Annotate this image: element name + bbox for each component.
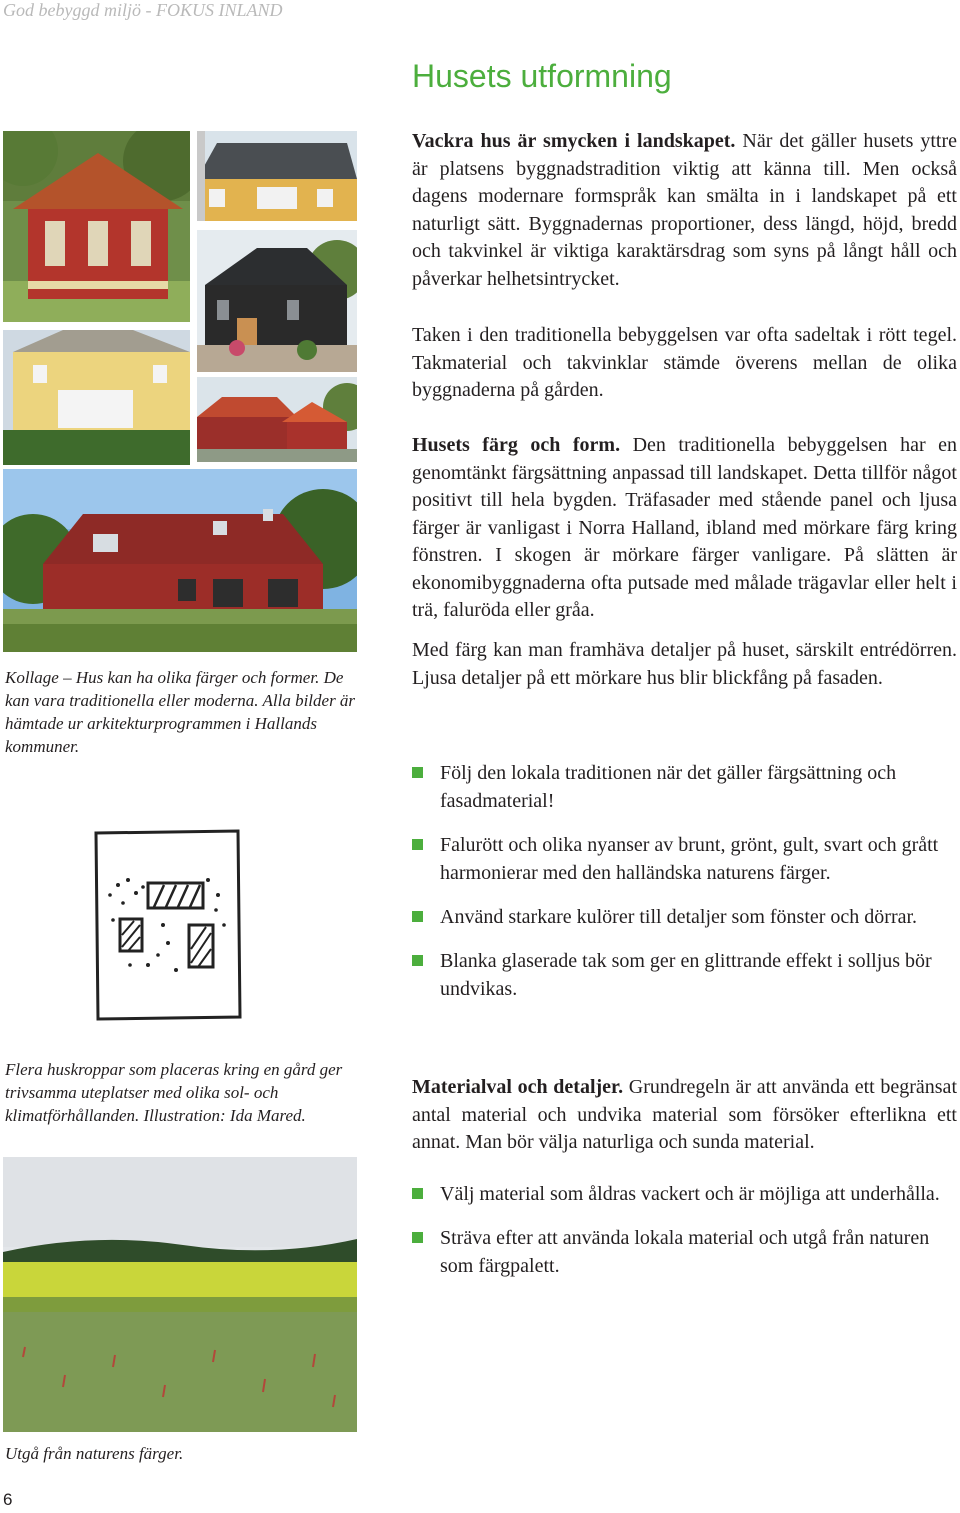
roofs-text: Taken i den traditionella bebyggelsen var ofta sadeltak i rött tegel. Takmaterial och takvinklar stämde överens mellan de olika byggnaderna på gården.: [412, 324, 957, 401]
colour-bullet-list: [412, 759, 942, 1003]
list-item: Sträva efter att använda lokala material och utgå från naturen som färgpalett.: [412, 1224, 942, 1280]
photo-modern-red-house: [3, 469, 357, 652]
bullet-square-icon: [412, 1188, 423, 1199]
sketch-courtyard-illustration: [88, 825, 248, 1025]
bullet-square-icon: [412, 1232, 423, 1243]
colour-form-lead: Husets färg och form.: [412, 434, 621, 456]
landscape-caption: Utgå från naturens färger.: [5, 1444, 184, 1463]
details-colour-paragraph: [412, 637, 957, 692]
photo-yellow-villa: [3, 330, 190, 465]
page-title: Husets utformning: [412, 58, 672, 94]
bullet-square-icon: [412, 955, 423, 966]
materials-lead: Materialval och detaljer.: [412, 1076, 624, 1098]
sketch-caption: Flera huskroppar som placeras kring en gård ger trivsamma uteplatser med olika sol- och klimatförhållanden. Illustration: Ida Mared.: [5, 1060, 343, 1125]
running-header: God bebyggd miljö - FOKUS INLAND: [3, 0, 283, 20]
photo-landscape: [3, 1157, 357, 1432]
page-number: 6: [3, 1490, 13, 1509]
roofs-paragraph: [412, 322, 957, 405]
intro-text: När det gäller husets yttre är platsens byggnadstradition viktig att känna till. Men också dagens modernare formspråk kan smälta in i landskapet på ett naturligt sätt. Byggnadernas proportioner, dess längd, höjd, bredd och takvinkel är viktiga karaktärsdrag som syns på långt håll och påverkar helhetsintrycket.: [412, 130, 957, 290]
intro-paragraph: [412, 128, 957, 293]
list-item: Använd starkare kulörer till detaljer som fönster och dörrar.: [412, 903, 942, 931]
list-item: Blanka glaserade tak som ger en glittrande effekt i solljus bör undvikas.: [412, 947, 942, 1003]
collage-caption: Kollage – Hus kan ha olika färger och former. De kan vara traditionella eller moderna. Alla bilder är hämtade ur arkitekturprogrammen i Hallands kommuner.: [5, 668, 356, 756]
photo-red-gazebo: [3, 131, 190, 322]
materials-paragraph: [412, 1074, 957, 1157]
photo-yellow-house: [197, 131, 357, 221]
colour-form-text: Den traditionella bebyggelsen har en genomtänkt färgsättning anpassad till landskapet. Detta tillför något positivt till hela bygden. Träfasader med stående panel och ljusa färger är vanligast i Norra Halland, ibland med mörkare färg kring fönstren. I skogen är mörkare färger vanligare. På slätten är ekonomibyggnaderna ofta putsade med målade trägavlar eller helt i trä, faluröda eller gråa.: [412, 434, 957, 621]
list-item: Välj material som åldras vackert och är möjliga att underhålla.: [412, 1180, 942, 1208]
colour-form-paragraph: [412, 432, 957, 625]
list-item: Följ den lokala traditionen när det gäller färgsättning och fasadmaterial!: [412, 759, 942, 815]
bullet-square-icon: [412, 767, 423, 778]
intro-lead: Vackra hus är smycken i landskapet.: [412, 130, 736, 152]
details-colour-text: Med färg kan man framhäva detaljer på huset, särskilt entrédörren. Ljusa detaljer på ett mörkare hus blir blickfång på fasaden.: [412, 639, 957, 689]
bullet-square-icon: [412, 911, 423, 922]
list-item: Falurött och olika nyanser av brunt, grönt, gult, svart och grått harmonierar med den halländska naturens färger.: [412, 831, 942, 887]
bullet-square-icon: [412, 839, 423, 850]
material-bullet-list: [412, 1180, 942, 1280]
photo-dark-house: [197, 230, 357, 372]
photo-red-farm: [197, 377, 357, 462]
materials-text: Grundregeln är att använda ett begränsat antal material och undvika material som försöker efterlikna ett annat. Man bör välja naturliga och sunda material.: [412, 1076, 957, 1153]
